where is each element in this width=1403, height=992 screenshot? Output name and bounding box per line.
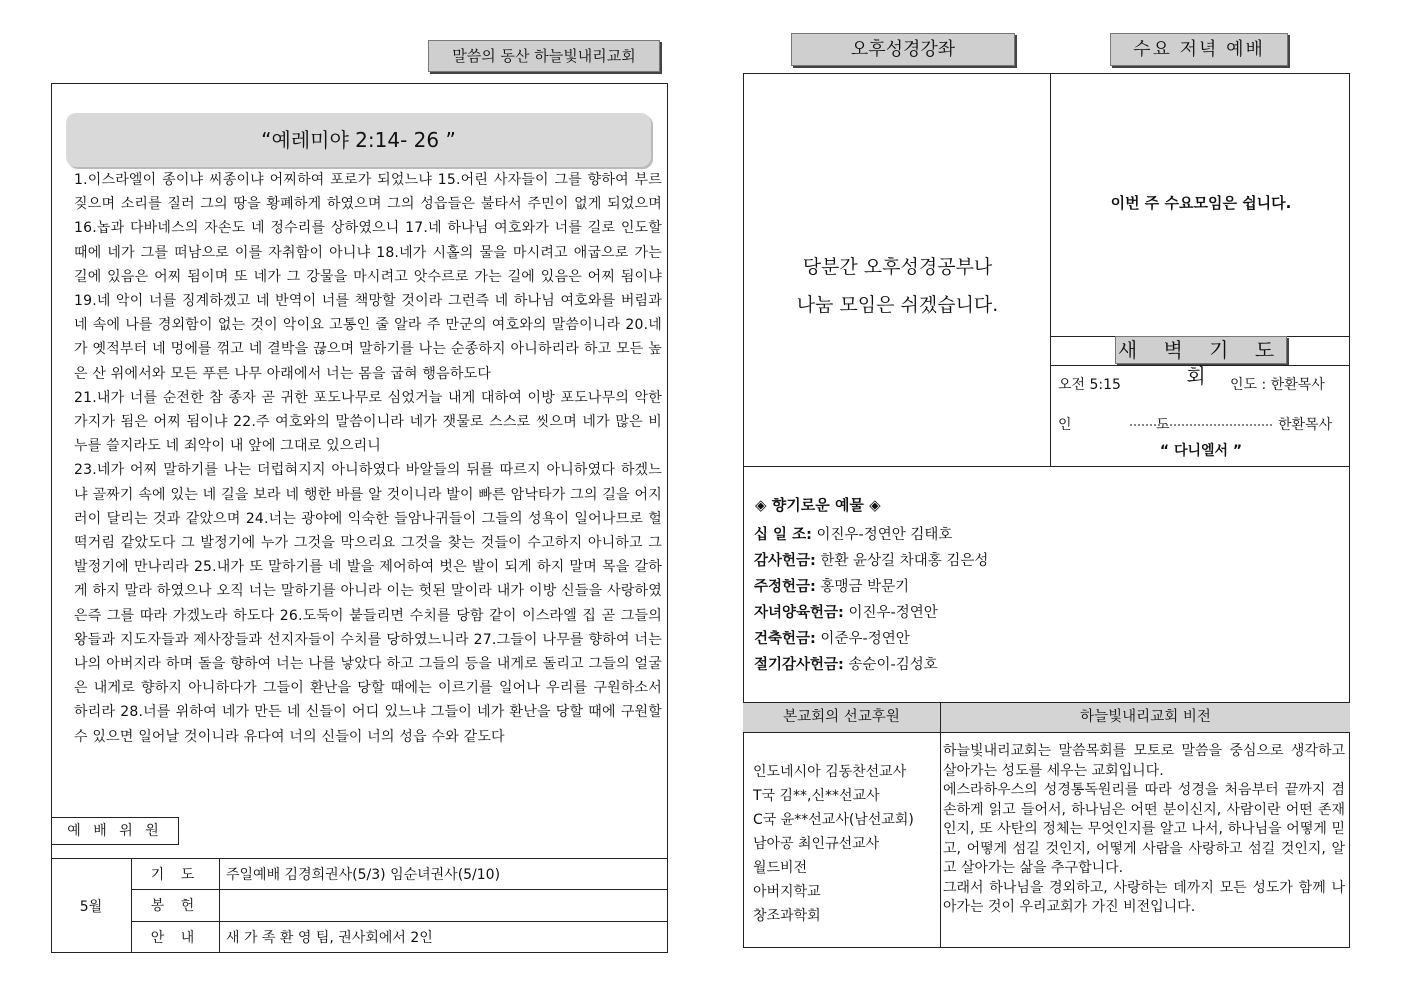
duty-role: 안 내	[132, 921, 220, 952]
offering-label: 절기감사헌금:	[754, 657, 844, 673]
mission-list	[753, 760, 914, 928]
offering-row	[754, 653, 938, 674]
vision-paragraph: 하늘빛내리교회는 말씀목회를 모토로 말씀을 중심으로 생각하고 살아가는 성도를 세우는 교회입니다.	[943, 743, 1345, 779]
offering-names: 이진우-정연안 김태호	[811, 527, 953, 543]
offering-names: 한환 윤상길 차대홍 김은성	[815, 553, 989, 569]
scripture-body	[74, 168, 662, 749]
duty-value	[220, 890, 668, 921]
dotted-leader	[1130, 424, 1272, 426]
list-item: T국 김**,신**선교사	[753, 788, 880, 804]
divider	[743, 466, 1350, 467]
afternoon-study-title: 오후성경강좌	[791, 33, 1015, 66]
duty-role: 기 도	[132, 859, 220, 890]
dawn-time: 오전 5:15	[1058, 377, 1121, 393]
vision-text	[943, 742, 1345, 918]
offering-heading: ◈ 향기로운 예물 ◈	[755, 496, 881, 514]
mission-header: 본교회의 선교후원	[783, 709, 900, 725]
offering-names: 홍맹금 박문기	[815, 579, 910, 595]
wednesday-service-title: 수요 저녁 예배	[1110, 33, 1288, 66]
vision-paragraph: 에스라하우스의 성경통독원리를 따라 성경을 처음부터 끝까지 겸손하게 읽고 들어서, 하나님은 어떤 분이신지, 사람이란 어떤 존재인지, 또 사탄의 정체는 무엇인지를 알고 나서, 하나님을 어떻게 믿고, 어떻게 섬길 것인지, 어떻게 사람을 사랑하고 섬길 것인지, 알고 살아가는 삶을 추구합니다.	[943, 782, 1345, 876]
list-item: 남아공 최인규선교사	[753, 836, 880, 852]
offering-label: 자녀양육헌금:	[754, 605, 844, 621]
church-title: 말씀의 동산 하늘빛내리교회	[428, 40, 660, 72]
offering-row	[754, 523, 952, 544]
list-item: 월드비전	[753, 860, 808, 876]
scripture-paragraph: 21.내가 너를 순전한 참 종자 곧 귀한 포도나무로 심었거늘 내게 대하여 이방 포도나무의 악한 가지가 됨은 어찌 됨이냐 22.주 여호와의 말씀이니라 네가 잿물로 스스로 씻으며 네가 많은 비누를 쓸지라도 네 죄악이 내 앞에 그대로 있으리니	[74, 389, 662, 455]
offering-label: 주정헌금:	[754, 579, 816, 595]
offering-label: 십 일 조:	[754, 527, 812, 543]
offering-row	[754, 627, 910, 648]
offering-label: 감사헌금:	[754, 553, 816, 569]
vision-paragraph: 그래서 하나님을 경외하고, 사랑하는 데까지 모든 성도가 함께 나아가는 것이 우리교회가 가진 비전입니다.	[943, 879, 1345, 915]
list-item: C국 윤**선교사(남선교회)	[753, 812, 914, 828]
table-row	[51, 890, 668, 921]
offering-label: 건축헌금:	[754, 631, 816, 647]
divider	[1051, 365, 1350, 366]
dawn-lead-label: 인 도	[1058, 417, 1210, 433]
wednesday-note: 이번 주 수요모임은 쉽니다.	[1110, 194, 1292, 212]
divider	[940, 733, 941, 948]
table-row	[51, 921, 668, 952]
scripture-paragraph: 23.네가 어찌 말하기를 나는 더럽혀지지 아니하였다 바알들의 뒤를 따르지 아니하였다 하겠느냐 골짜기 속에 있는 네 길을 보라 네 행한 바를 알 것이니라 발이 빠른 암낙타가 그의 길을 어지러이 달리는 것과 같았으며 24.너는 광야에 익숙한 들암나귀들이 그들의 성욕이 일어나므로 헐떡거림 같았도다 그 발정기에 누가 그것을 막으리요 그것을 찾는 것들이 수고하지 아니하고 그 발정기에 만나리라 25.내가 또 말하기를 네 발을 제어하여 벗은 발이 되게 하지 말며 목을 갈하게 하지 말라 하였으나 오직 너는 말하기를 아니라 이는 헛된 말이라 내가 이방 신들을 사랑하였은즉 그를 따라 가겠노라 하도다 26.도둑이 붙들리면 수치를 당함 같이 이스라엘 집 곧 그들의 왕들과 지도자들과 제사장들과 선지자들이 수치를 당하였느니라 27.그들이 나무를 향하여 너는 나의 아버지라 하며 돌을 향하여 너는 나를 낳았다 하고 그들의 등을 내게로 돌리고 그들의 얼굴은 내게로 향하지 아니하다가 그들이 환난을 당할 때에는 이르기를 일어나 우리를 구원하소서 하리라 28.너를 위하여 네가 만든 네 신들이 어디 있느냐 그들이 네가 환난을 당할 때에 구원할 수 있으면 일어날 것이니라 유다여 너의 신들이 너의 성읍 수와 같도다	[74, 462, 662, 745]
duty-role: 봉 헌	[132, 890, 220, 921]
dawn-leader: 한환목사	[1278, 417, 1333, 433]
afternoon-note-line: 당분간 오후성경공부나	[802, 256, 993, 278]
dawn-leader-top: 인도 : 한환목사	[1230, 377, 1325, 393]
offering-row	[754, 549, 988, 570]
afternoon-note	[750, 248, 1045, 324]
worship-committee-label: 예 배 위 원	[51, 817, 179, 845]
list-item: 아버지학교	[753, 884, 821, 900]
offering-row	[754, 601, 938, 622]
duty-month: 5월	[51, 859, 132, 953]
duty-value: 주일예배 김경희권사(5/3) 임순녀권사(5/10)	[220, 859, 668, 890]
table-row	[51, 859, 668, 890]
vision-header: 하늘빛내리교회 비전	[940, 703, 1350, 733]
duty-table	[51, 858, 668, 953]
list-item: 인도네시아 김동찬선교사	[753, 764, 907, 780]
duty-value: 새 가 족 환 영 팀, 권사회에서 2인	[220, 921, 668, 952]
scripture-paragraph: 1.이스라엘이 종이냐 씨종이냐 어찌하여 포로가 되었느냐 15.어린 사자들이 그를 향하여 부르짖으며 소리를 질러 그의 땅을 황폐하게 하였으며 그의 성읍들은 불타서 주민이 없게 되었으며 16.놉과 다바네스의 자손도 네 정수리를 상하였으니 17.네 하나님 여호와가 너를 길로 인도할 때에 네가 그를 떠남으로 이를 자취함이 아니냐 18.네가 시홀의 물을 마시려고 애굽으로 가는 길에 있음은 어찌 됨이며 또 네가 그 강물을 마시려고 앗수르로 가는 길에 있음은 어찌 됨이냐 19.네 악이 너를 징계하겠고 네 반역이 너를 책망할 것이라 그런즉 네 하나님 여호와를 버림과 네 속에 나를 경외함이 없는 것이 악이요 고통인 줄 알라 주 만군의 여호와의 말씀이니라 20.네가 옛적부터 네 멍에를 꺾고 네 결박을 끊으며 말하기를 나는 순종하지 아니하리라 하고 모든 높은 산 위에서와 모든 푸른 나무 아래에서 너는 몸을 굽혀 행음하도다	[74, 172, 662, 382]
list-item: 창조과학회	[753, 908, 821, 924]
offering-row	[754, 575, 909, 596]
dawn-book: “ 다니엘서 ”	[1159, 443, 1243, 459]
offering-names: 이진우-정연안	[843, 605, 938, 621]
scripture-title: “예레미야 2:14- 26 ”	[66, 113, 651, 167]
afternoon-note-line: 나눔 모임은 쉬겠습니다.	[796, 294, 999, 316]
dawn-prayer-title: 새 벽 기 도 회	[1115, 336, 1287, 364]
offering-names: 이준우-정연안	[815, 631, 910, 647]
offering-names: 송순이-김성호	[843, 657, 938, 673]
